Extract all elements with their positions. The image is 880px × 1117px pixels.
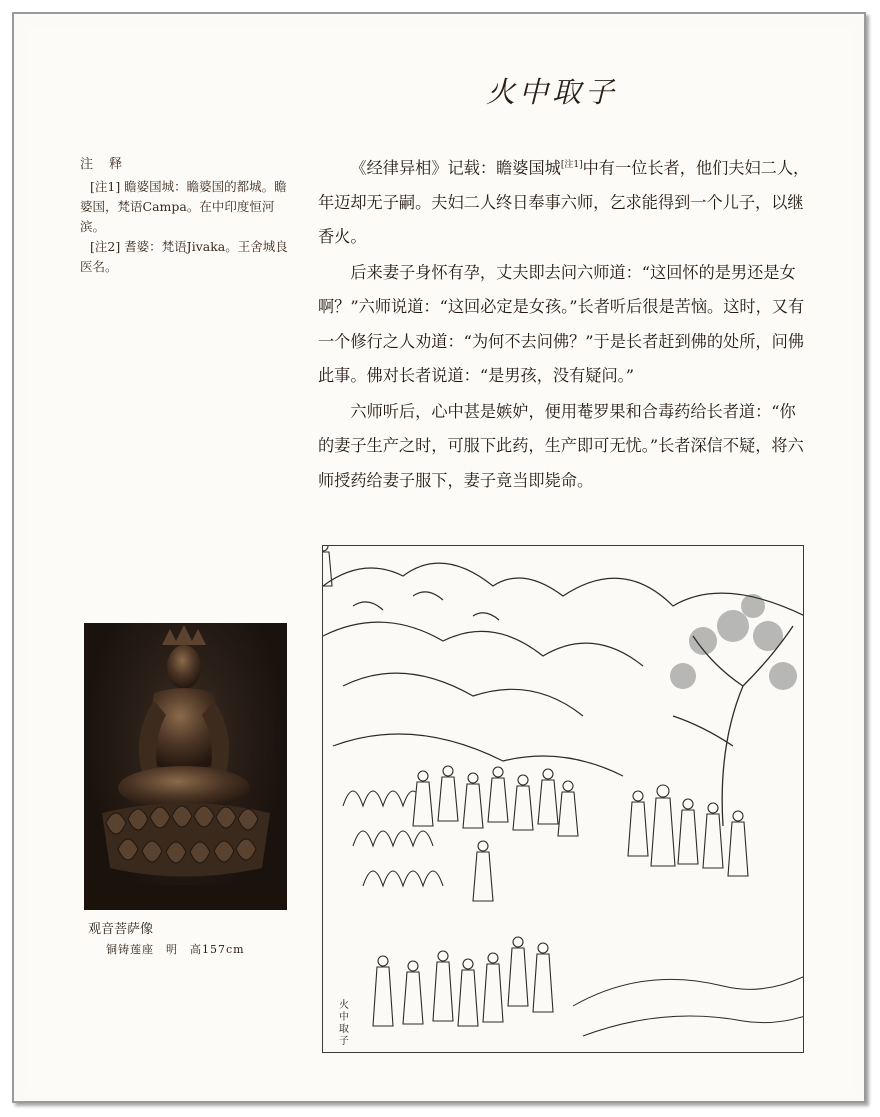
statue-photo bbox=[84, 623, 287, 910]
scene-drawing bbox=[323, 546, 804, 1053]
woodblock-illustration bbox=[322, 545, 804, 1053]
statue-caption-detail: 铜铸莲座 明 高157cm bbox=[106, 943, 245, 956]
paragraph-1-start: 《经律异相》记载：瞻婆国城 bbox=[350, 158, 561, 178]
statue-caption-title: 观音菩萨像 bbox=[88, 922, 154, 937]
note-1: [注1] 瞻婆国城：瞻婆国的都城。瞻婆国，梵语Campa。在中印度恒河滨。 bbox=[80, 179, 287, 234]
note-2: [注2] 耆婆：梵语Jivaka。王舍城良医名。 bbox=[80, 239, 288, 274]
body-text bbox=[318, 148, 810, 498]
bodhisattva-statue-image bbox=[84, 623, 287, 910]
illustration-label: 火中取子 bbox=[339, 1000, 349, 1047]
notes-section bbox=[80, 155, 295, 277]
paragraph-3: 六师听后，心中甚是嫉妒，便用菴罗果和合毒药给长者道：“你的妻子生产之时，可服下此药，生产即可无忧。”长者深信不疑，将六师授药给妻子服下，妻子竟当即毙命。 bbox=[318, 401, 804, 490]
paragraph-2: 后来妻子身怀有孕，丈夫即去问六师道：“这回怀的是男还是女啊？”六师说道：“这回必定是女孩。”长者听后很是苦恼。这时，又有一个修行之人劝道：“为何不去问佛？”于是长者赶到佛的处所，问佛此事。佛对长者说道：“是男孩，没有疑问。” bbox=[318, 262, 805, 386]
notes-heading: 注 释 bbox=[80, 157, 129, 172]
page-title: 火中取子 bbox=[486, 75, 619, 109]
footnote-marker: [注1] bbox=[560, 160, 583, 170]
paragraph-1 bbox=[318, 148, 810, 255]
paragraph-1-end: 中有一位长者，他们夫妇二人，年迈却无子嗣。夫妇二人终日奉事六师，乞求能得到一个儿子，以继香火。 bbox=[318, 158, 810, 247]
